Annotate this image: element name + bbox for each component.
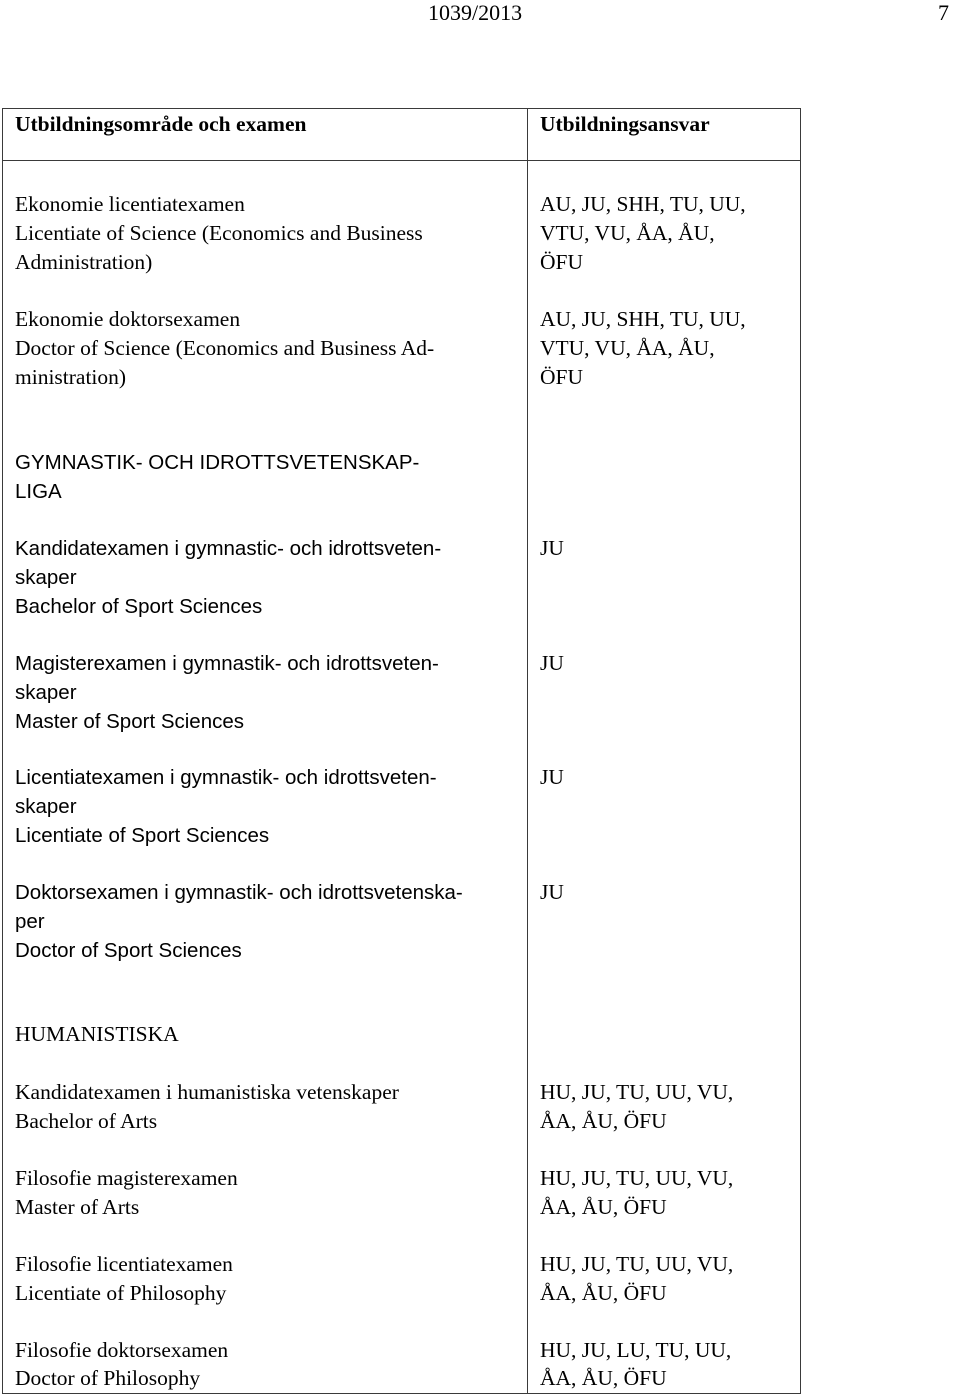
responsibility-text: JU [540,880,564,904]
column-header-responsibility: Utbildningsansvar [540,112,710,136]
responsibility-text: AU, JU, SHH, TU, UU, [540,307,746,331]
section-heading: HUMANISTISKA [15,1022,179,1046]
responsibility-text: HU, JU, TU, UU, VU, [540,1166,734,1190]
list-item: skaper [15,795,77,818]
list-item: Doctor of Sport Sciences [15,939,242,962]
list-item: Filosofie doktorsexamen [15,1338,229,1362]
column-divider [527,108,528,1394]
responsibility-text: HU, JU, LU, TU, UU, [540,1338,732,1362]
table-border-left [2,108,3,1394]
header-divider [2,160,801,161]
list-item: Ekonomie licentiatexamen [15,192,245,216]
list-item: Filosofie magisterexamen [15,1166,238,1190]
responsibility-text: HU, JU, TU, UU, VU, [540,1252,734,1276]
responsibility-text: VTU, VU, ÅA, ÅU, [540,336,715,360]
table-border-right [800,108,801,1394]
responsibility-text: ÅA, ÅU, ÖFU [540,1281,667,1305]
responsibility-text: AU, JU, SHH, TU, UU, [540,192,746,216]
responsibility-text: ÅA, ÅU, ÖFU [540,1195,667,1219]
list-item: ministration) [15,365,127,389]
responsibility-text: ÖFU [540,365,584,389]
list-item: Kandidatexamen i gymnastic- och idrottsveten- [15,537,442,560]
document-number: 1039/2013 [428,0,523,25]
list-item: skaper [15,681,77,704]
list-item: Administration) [15,250,153,274]
page-number: 7 [938,0,949,25]
table-border-top [2,108,801,109]
list-item: Licentiate of Sport Sciences [15,824,270,847]
responsibility-text: JU [540,651,564,675]
responsibility-text: HU, JU, TU, UU, VU, [540,1080,734,1104]
list-item: Filosofie licentiatexamen [15,1252,233,1276]
responsibility-text: ÅA, ÅU, ÖFU [540,1366,667,1390]
column-header-education: Utbildningsområde och examen [15,112,307,136]
list-item: Doctor of Philosophy [15,1366,201,1390]
list-item: Kandidatexamen i humanistiska vetenskaper [15,1080,399,1104]
responsibility-text: JU [540,536,564,560]
responsibility-text: VTU, VU, ÅA, ÅU, [540,221,715,245]
responsibility-text: ÖFU [540,250,584,274]
list-item: Master of Sport Sciences [15,710,245,733]
responsibility-text: JU [540,765,564,789]
list-item: Magisterexamen i gymnastik- och idrottsveten- [15,652,439,675]
list-item: skaper [15,566,77,589]
responsibility-text: ÅA, ÅU, ÖFU [540,1109,667,1133]
list-item: Bachelor of Sport Sciences [15,595,263,618]
list-item: Licentiate of Philosophy [15,1281,227,1305]
section-heading: LIGA [15,480,62,503]
list-item: per [15,910,45,933]
section-heading: GYMNASTIK- OCH IDROTTSVETENSKAP- [15,451,420,474]
list-item: Doktorsexamen i gymnastik- och idrottsvetenska- [15,881,463,904]
list-item: Doctor of Science (Economics and Business Ad- [15,336,435,360]
list-item: Ekonomie doktorsexamen [15,307,241,331]
list-item: Licentiatexamen i gymnastik- och idrottsveten- [15,766,437,789]
list-item: Bachelor of Arts [15,1109,158,1133]
list-item: Master of Arts [15,1195,140,1219]
list-item: Licentiate of Science (Economics and Business [15,221,423,245]
